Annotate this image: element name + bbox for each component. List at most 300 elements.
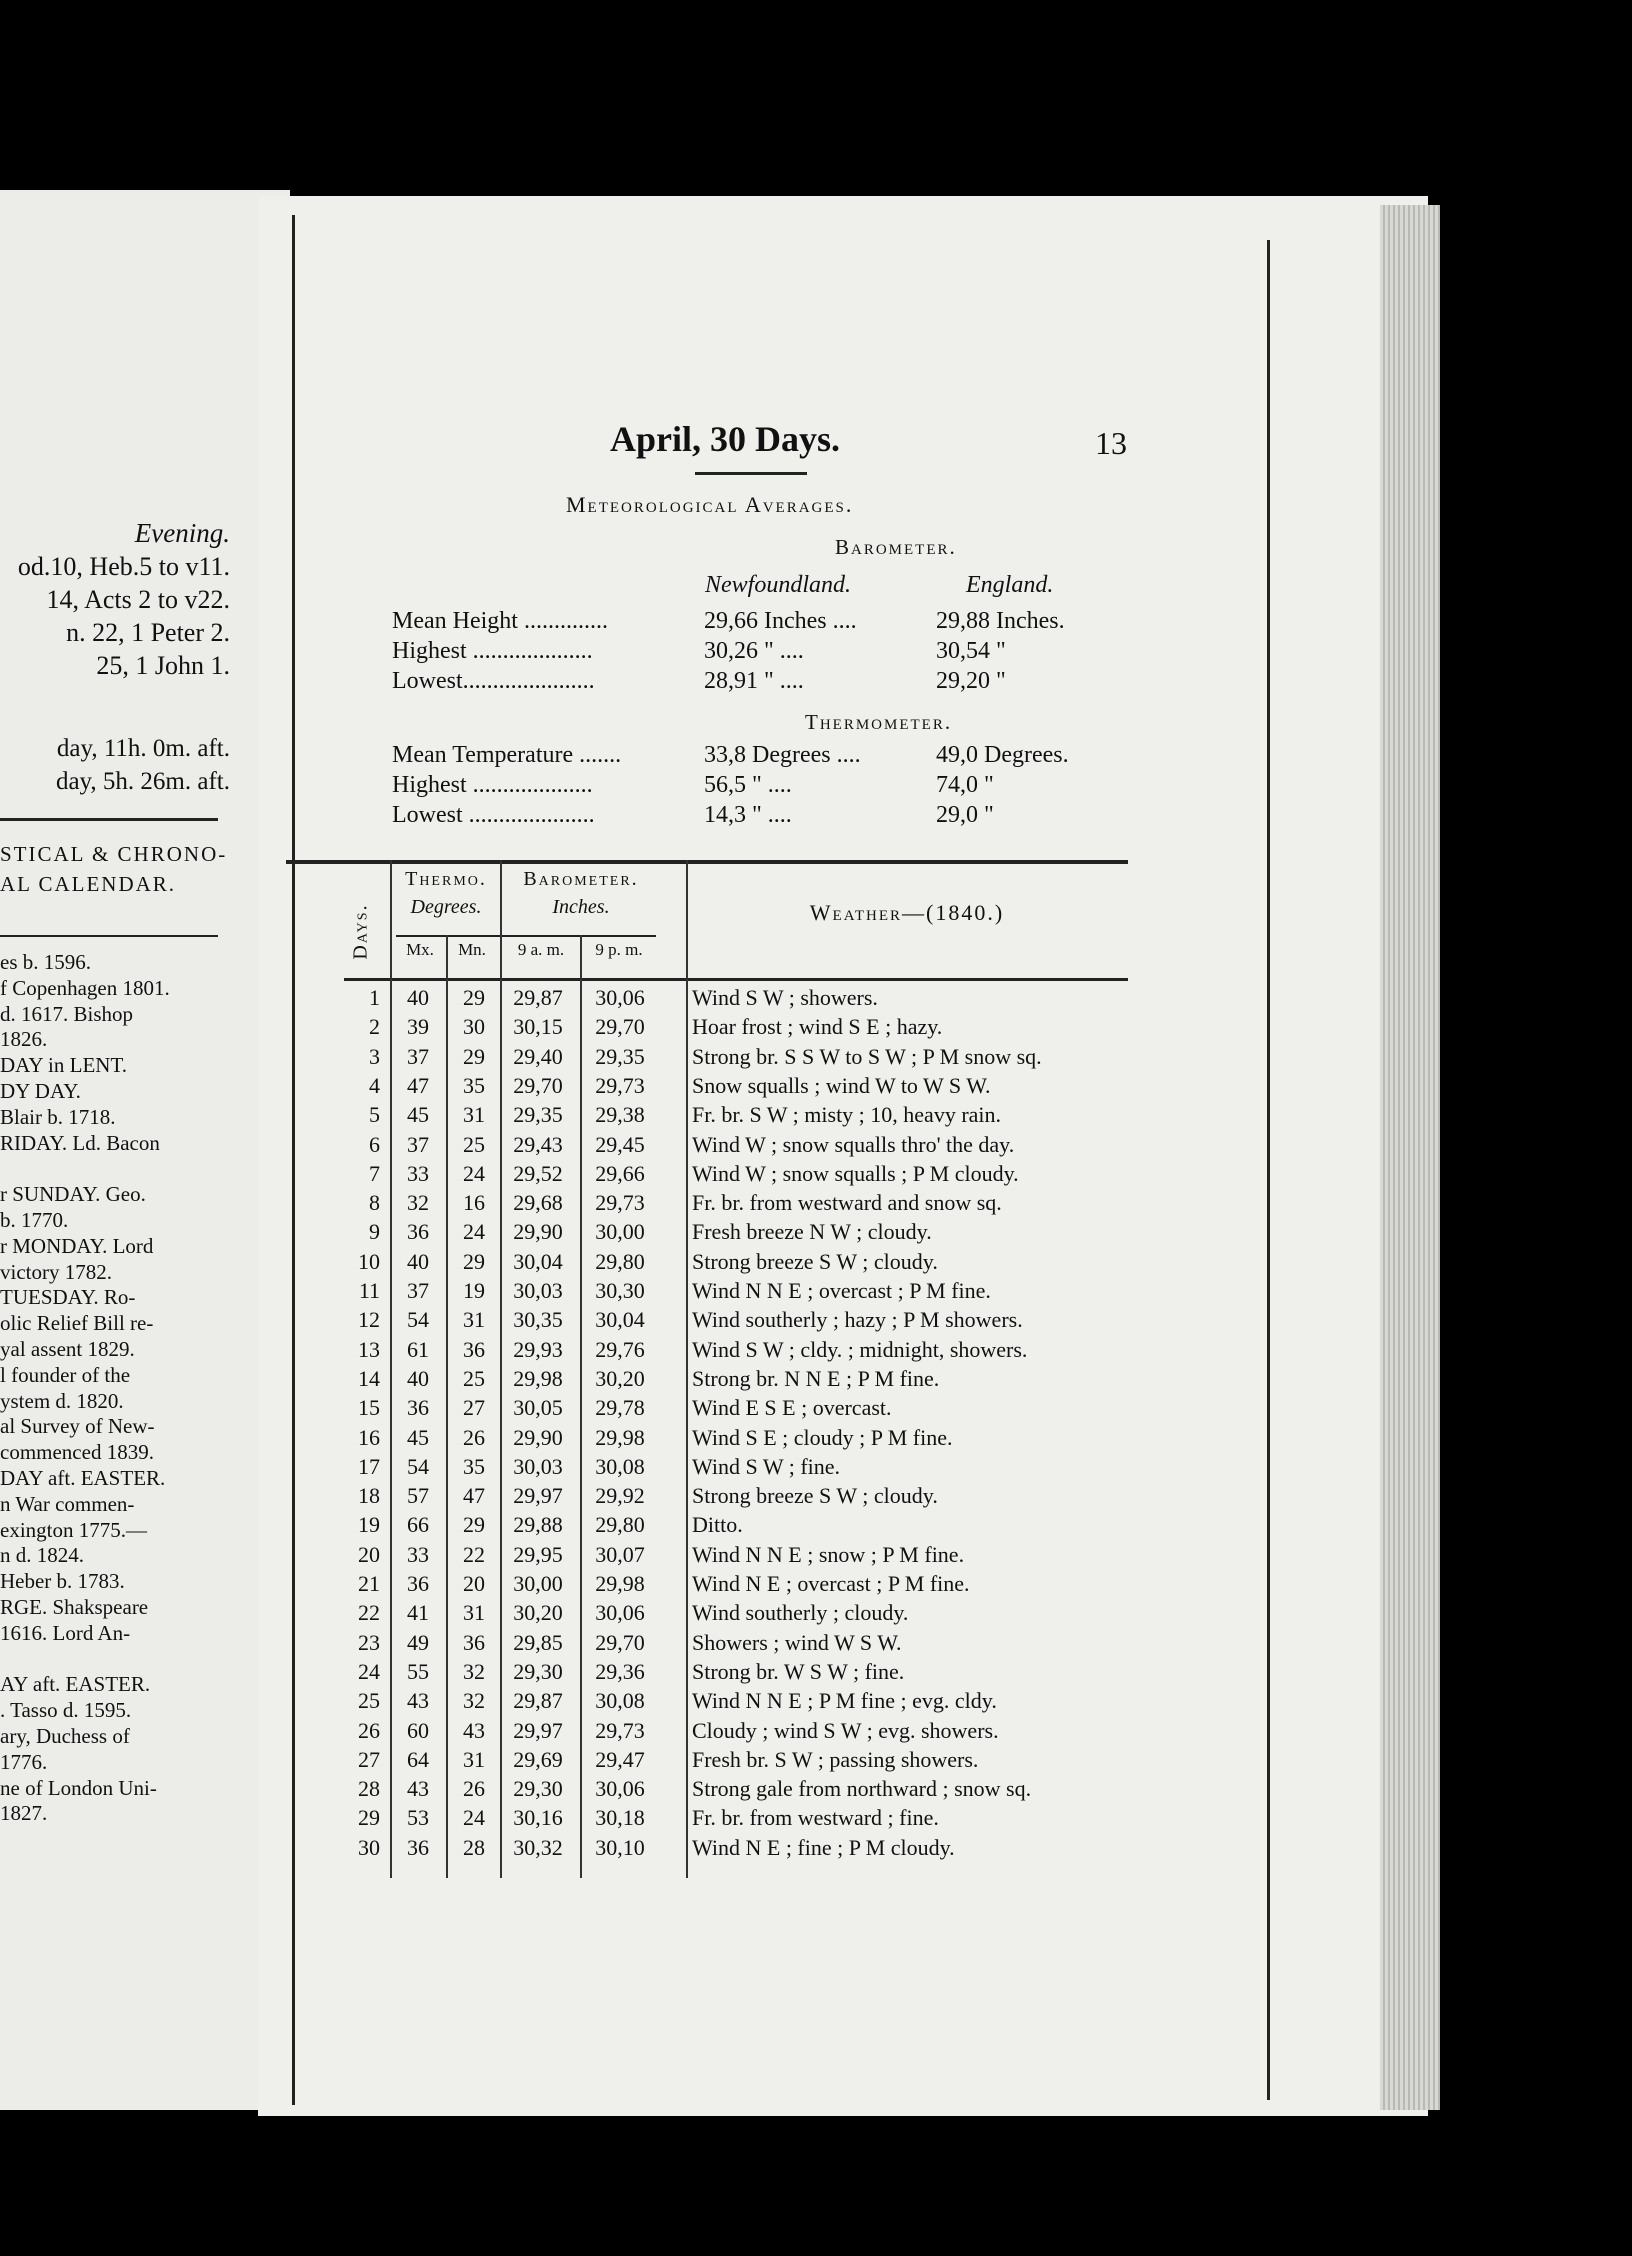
max-temp-cell: 33 — [407, 1541, 429, 1567]
table-row — [356, 1718, 1136, 1747]
england-column: England. — [966, 572, 1054, 598]
min-temp-cell: 24 — [463, 1219, 485, 1245]
barometer-pm-cell: 30,06 — [595, 1776, 645, 1802]
calendar-entry: commenced 1839. — [0, 1440, 154, 1465]
barometer-am-cell: 29,95 — [513, 1541, 563, 1567]
min-temp-cell: 32 — [463, 1658, 485, 1684]
min-temp-cell: 31 — [463, 1102, 485, 1128]
thermo-avgs-row — [392, 772, 994, 799]
min-temp-cell: 25 — [463, 1365, 485, 1391]
calendar-entry: AY aft. EASTER. — [0, 1672, 151, 1697]
weather-cell: Wind southerly ; cloudy. — [692, 1600, 909, 1626]
days-header: Days. — [349, 903, 372, 960]
day-cell: 11 — [358, 1278, 380, 1303]
max-temp-cell: 57 — [407, 1483, 429, 1509]
table-row — [356, 1747, 1136, 1776]
day-cell: 15 — [358, 1395, 380, 1421]
lesson-line: 14, Acts 2 to v22. — [46, 585, 230, 614]
barometer-am-cell: 29,98 — [513, 1365, 563, 1391]
barometer-am-cell: 29,97 — [513, 1717, 563, 1743]
weather-cell: Fresh br. S W ; passing showers. — [692, 1746, 979, 1772]
table-row — [356, 1600, 1136, 1629]
max-temp-cell: 64 — [407, 1746, 429, 1772]
day-cell: 16 — [358, 1424, 380, 1450]
barometer-am-cell: 30,20 — [513, 1600, 563, 1626]
barometer-am-cell: 29,30 — [513, 1658, 563, 1684]
barometer-pm-cell: 29,70 — [595, 1014, 645, 1040]
newfoundland-value: 33,8 Degrees .... — [704, 742, 861, 768]
calendar-entry: al Survey of New- — [0, 1414, 155, 1439]
weather-cell: Wind E S E ; overcast. — [692, 1395, 892, 1421]
max-temp-cell: 54 — [407, 1453, 429, 1479]
left-divider — [0, 818, 218, 821]
baro-avgs-row — [392, 668, 1006, 695]
barometer-subheader: Inches. — [552, 896, 610, 918]
table-row — [356, 1512, 1136, 1541]
barometer-pm-cell: 29,38 — [595, 1102, 645, 1128]
title-underline — [695, 472, 807, 475]
lesson-line: od.10, Heb.5 to v11. — [17, 552, 230, 581]
barometer-pm-cell: 29,80 — [595, 1248, 645, 1274]
max-temp-cell: 41 — [407, 1600, 429, 1626]
day-cell: 9 — [369, 1219, 380, 1245]
table-row — [356, 1073, 1136, 1102]
max-temp-cell: 43 — [407, 1776, 429, 1802]
day-cell: 18 — [358, 1483, 380, 1509]
min-temp-cell: 20 — [463, 1571, 485, 1596]
table-row — [356, 1307, 1136, 1336]
day-cell: 26 — [358, 1717, 380, 1743]
calendar-entry: DY DAY. — [0, 1079, 81, 1103]
barometer-pm-cell: 29,73 — [595, 1190, 645, 1216]
calendar-entry: exington 1775.— — [0, 1517, 147, 1542]
baro-avgs-row — [392, 638, 1006, 665]
table-row — [356, 1425, 1136, 1454]
barometer-pm-cell: 29,35 — [595, 1043, 645, 1069]
calendar-entry: 1776. — [0, 1749, 48, 1774]
table-row — [356, 1688, 1136, 1717]
barometer-pm-cell: 30,06 — [595, 1600, 645, 1626]
calendar-entry: n War commen- — [0, 1491, 135, 1516]
calendar-entry: DAY aft. EASTER. — [0, 1466, 166, 1490]
england-value: 49,0 Degrees. — [936, 742, 1069, 768]
mx-header: Mx. — [406, 940, 434, 959]
min-temp-cell: 32 — [463, 1688, 485, 1714]
barometer-am-cell: 29,70 — [513, 1072, 563, 1098]
calendar-heading-1: STICAL & CHRONO- — [0, 842, 228, 866]
max-temp-cell: 55 — [407, 1658, 429, 1684]
calendar-entry: Blair b. 1718. — [0, 1104, 116, 1129]
min-temp-cell: 35 — [463, 1072, 485, 1098]
weather-cell: Wind N E ; overcast ; P M fine. — [692, 1571, 970, 1596]
table-row — [356, 1249, 1136, 1278]
barometer-am-cell: 30,03 — [513, 1453, 563, 1479]
calendar-entry: f Copenhagen 1801. — [0, 975, 170, 1000]
weather-cell: Wind southerly ; hazy ; P M showers. — [692, 1307, 1023, 1333]
max-temp-cell: 45 — [407, 1102, 429, 1128]
baro-avgs-row — [392, 608, 1065, 635]
barometer-pm-cell: 29,73 — [595, 1717, 645, 1743]
barometer-am-cell: 30,05 — [513, 1395, 563, 1421]
weather-cell: Strong gale from northward ; snow sq. — [692, 1776, 1032, 1802]
newfoundland-value: 30,26 " .... — [704, 638, 804, 664]
weather-cell: Fr. br. from westward and snow sq. — [692, 1190, 1002, 1216]
table-row — [356, 1835, 1136, 1864]
weather-cell: Ditto. — [692, 1512, 743, 1538]
table-row — [356, 1102, 1136, 1131]
max-temp-cell: 37 — [407, 1131, 429, 1157]
barometer-am-cell: 29,35 — [513, 1102, 563, 1128]
barometer-pm-cell: 29,73 — [595, 1072, 645, 1098]
calendar-entry: olic Relief Bill re- — [0, 1311, 154, 1336]
table-row — [356, 1161, 1136, 1190]
min-temp-cell: 31 — [463, 1307, 485, 1333]
min-temp-cell: 43 — [463, 1717, 485, 1743]
min-temp-cell: 31 — [463, 1746, 485, 1772]
barometer-pm-cell: 29,36 — [595, 1658, 645, 1684]
calendar-entry: RGE. Shakspeare — [0, 1595, 149, 1619]
weather-cell: Strong br. W S W ; fine. — [692, 1658, 905, 1684]
calendar-entry: 1826. — [0, 1027, 48, 1052]
min-temp-cell: 36 — [463, 1336, 485, 1362]
barometer-pm-cell: 30,30 — [595, 1278, 645, 1303]
calendar-entry: n d. 1824. — [0, 1543, 84, 1568]
weather-header: Weather—(1840.) — [809, 900, 1005, 925]
table-row — [356, 1571, 1136, 1600]
day-cell: 28 — [358, 1776, 380, 1802]
max-temp-cell: 45 — [407, 1424, 429, 1450]
barometer-am-cell: 30,04 — [513, 1248, 563, 1274]
barometer-pm-cell: 30,07 — [595, 1541, 645, 1567]
average-label: Lowest...................... — [392, 668, 595, 694]
max-temp-cell: 49 — [407, 1629, 429, 1655]
min-temp-cell: 16 — [463, 1190, 485, 1216]
table-row — [356, 1776, 1136, 1805]
thermo-avgs-row — [392, 742, 1069, 769]
thermo-header: Thermo. — [405, 868, 487, 890]
header-bottom-rule — [344, 978, 1128, 981]
moon-phase-line: day, 11h. 0m. aft. — [56, 735, 230, 762]
weather-cell: Fresh breeze N W ; cloudy. — [692, 1219, 932, 1245]
min-temp-cell: 25 — [463, 1131, 485, 1157]
weather-cell: Showers ; wind W S W. — [692, 1629, 902, 1655]
barometer-heading: Barometer. — [835, 535, 957, 559]
max-temp-cell: 32 — [407, 1190, 429, 1216]
calendar-entry: Heber b. 1783. — [0, 1569, 125, 1594]
max-temp-cell: 47 — [407, 1072, 429, 1098]
table-row — [356, 1454, 1136, 1483]
mn-header: Mn. — [458, 940, 486, 959]
average-label: Lowest ..................... — [392, 802, 595, 828]
min-temp-cell: 29 — [463, 1512, 485, 1538]
barometer-pm-cell: 30,06 — [595, 985, 645, 1010]
newfoundland-value: 14,3 " .... — [704, 802, 792, 828]
barometer-am-cell: 29,30 — [513, 1776, 563, 1802]
calendar-entry: r SUNDAY. Geo. — [0, 1182, 146, 1207]
table-row — [356, 1278, 1136, 1307]
min-temp-cell: 26 — [463, 1424, 485, 1450]
barometer-pm-cell: 30,04 — [595, 1307, 645, 1333]
max-temp-cell: 40 — [407, 985, 429, 1010]
right-border-rule — [1267, 240, 1270, 2100]
min-temp-cell: 31 — [463, 1600, 485, 1626]
barometer-pm-cell: 30,08 — [595, 1453, 645, 1479]
day-cell: 6 — [369, 1131, 380, 1157]
min-temp-cell: 19 — [463, 1278, 485, 1303]
barometer-pm-cell: 29,76 — [595, 1336, 645, 1362]
barometer-am-cell: 30,03 — [513, 1278, 563, 1303]
day-cell: 7 — [369, 1160, 380, 1186]
table-row — [356, 1483, 1136, 1512]
england-value: 30,54 " — [936, 638, 1006, 664]
calendar-entry: . Tasso d. 1595. — [0, 1698, 132, 1723]
max-temp-cell: 33 — [407, 1160, 429, 1186]
barometer-am-cell: 29,52 — [513, 1160, 563, 1186]
min-temp-cell: 36 — [463, 1629, 485, 1655]
table-row — [356, 1542, 1136, 1571]
day-cell: 23 — [358, 1629, 380, 1655]
thermo-avgs-row — [392, 802, 994, 829]
day-cell: 17 — [358, 1453, 380, 1479]
weather-cell: Wind W ; snow squalls ; P M cloudy. — [692, 1160, 1019, 1186]
max-temp-cell: 40 — [407, 1248, 429, 1274]
day-cell: 24 — [358, 1658, 380, 1684]
table-row — [356, 1630, 1136, 1659]
england-value: 29,88 Inches. — [936, 608, 1065, 634]
calendar-entry: 1827. — [0, 1801, 48, 1826]
min-temp-cell: 29 — [463, 1248, 485, 1274]
day-cell: 27 — [358, 1746, 380, 1772]
min-temp-cell: 28 — [463, 1834, 485, 1860]
calendar-entry: yal assent 1829. — [0, 1337, 135, 1361]
day-cell: 12 — [358, 1307, 380, 1333]
weather-cell: Snow squalls ; wind W to W S W. — [692, 1072, 991, 1098]
average-label: Highest .................... — [392, 638, 593, 664]
min-temp-cell: 29 — [463, 985, 485, 1010]
page-edge — [1380, 205, 1440, 2110]
day-cell: 14 — [358, 1365, 380, 1391]
day-cell: 4 — [369, 1072, 380, 1098]
calendar-entry: r MONDAY. Lord — [0, 1233, 154, 1258]
average-label: Mean Height .............. — [392, 608, 608, 634]
max-temp-cell: 60 — [407, 1717, 429, 1743]
max-temp-cell: 37 — [407, 1043, 429, 1069]
calendar-entry: d. 1617. Bishop — [0, 1001, 134, 1026]
weather-cell: Cloudy ; wind S W ; evg. showers. — [692, 1717, 999, 1743]
calendar-entry: es b. 1596. — [0, 950, 91, 974]
newfoundland-column: Newfoundland. — [705, 572, 852, 598]
barometer-am-cell: 30,32 — [513, 1834, 563, 1860]
barometer-pm-cell: 30,20 — [595, 1365, 645, 1391]
weather-cell: Wind S W ; fine. — [692, 1453, 841, 1479]
barometer-am-cell: 30,35 — [513, 1307, 563, 1333]
max-temp-cell: 39 — [407, 1014, 429, 1040]
max-temp-cell: 36 — [407, 1395, 429, 1421]
min-temp-cell: 29 — [463, 1043, 485, 1069]
weather-cell: Wind N N E ; P M fine ; evg. cldy. — [692, 1688, 997, 1714]
weather-cell: Strong breeze S W ; cloudy. — [692, 1248, 938, 1274]
min-temp-cell: 24 — [463, 1805, 485, 1831]
barometer-am-cell: 30,00 — [513, 1571, 563, 1596]
calendar-entry: ne of London Uni- — [0, 1775, 157, 1800]
table-row — [356, 1337, 1136, 1366]
weather-cell: Hoar frost ; wind S E ; hazy. — [692, 1014, 943, 1040]
weather-cell: Wind N E ; fine ; P M cloudy. — [692, 1834, 955, 1860]
calendar-entry: TUESDAY. Ro- — [0, 1285, 136, 1310]
table-row — [356, 1366, 1136, 1395]
left-page — [0, 190, 290, 2110]
weather-cell: Strong breeze S W ; cloudy. — [692, 1483, 938, 1509]
barometer-am-cell: 29,40 — [513, 1043, 563, 1069]
day-cell: 29 — [358, 1805, 380, 1831]
weather-cell: Fr. br. S W ; misty ; 10, heavy rain. — [692, 1102, 1002, 1128]
table-row — [356, 1805, 1136, 1834]
barometer-pm-cell: 29,66 — [595, 1160, 645, 1186]
page-title: April, 30 Days. — [610, 419, 841, 459]
barometer-pm-cell: 29,78 — [595, 1395, 645, 1421]
table-row — [356, 1219, 1136, 1248]
table-row — [356, 1014, 1136, 1043]
max-temp-cell: 43 — [407, 1688, 429, 1714]
table-row — [356, 1659, 1136, 1688]
barometer-header: Barometer. — [523, 868, 639, 890]
barometer-am-cell: 29,85 — [513, 1629, 563, 1655]
day-cell: 8 — [369, 1190, 380, 1216]
am-header: 9 a. m. — [517, 940, 565, 959]
calendar-entry: victory 1782. — [0, 1259, 112, 1284]
day-cell: 21 — [358, 1571, 380, 1596]
barometer-pm-cell: 30,10 — [595, 1834, 645, 1860]
barometer-pm-cell: 30,08 — [595, 1688, 645, 1714]
barometer-pm-cell: 29,47 — [595, 1746, 645, 1772]
weather-cell: Wind S E ; cloudy ; P M fine. — [692, 1424, 953, 1450]
lesson-line: 25, 1 John 1. — [96, 651, 230, 680]
max-temp-cell: 36 — [407, 1219, 429, 1245]
thermo-subheader: Degrees. — [410, 896, 482, 918]
average-label: Mean Temperature ....... — [392, 742, 622, 768]
weather-cell: Strong br. S S W to S W ; P M snow sq. — [692, 1043, 1042, 1069]
weather-cell: Wind N N E ; snow ; P M fine. — [692, 1541, 965, 1567]
table-row — [356, 1044, 1136, 1073]
day-cell: 10 — [358, 1248, 380, 1274]
calendar-entry: 1616. Lord An- — [0, 1620, 131, 1645]
moon-phase-line: day, 5h. 26m. aft. — [55, 768, 230, 795]
page-number: 13 — [1095, 425, 1127, 461]
day-cell: 20 — [358, 1541, 380, 1567]
calendar-entry: b. 1770. — [0, 1208, 69, 1232]
barometer-pm-cell: 29,70 — [595, 1629, 645, 1655]
barometer-pm-cell: 29,80 — [595, 1512, 645, 1538]
min-temp-cell: 24 — [463, 1160, 485, 1186]
table-row — [356, 1395, 1136, 1424]
barometer-pm-cell: 29,98 — [595, 1424, 645, 1450]
table-row — [356, 1190, 1136, 1219]
barometer-am-cell: 29,87 — [513, 985, 563, 1010]
weather-cell: Wind W ; snow squalls thro' the day. — [692, 1131, 1015, 1157]
barometer-am-cell: 29,69 — [513, 1746, 563, 1772]
barometer-pm-cell: 29,98 — [595, 1571, 645, 1596]
weather-cell: Strong br. N N E ; P M fine. — [692, 1365, 940, 1391]
day-cell: 2 — [369, 1014, 380, 1040]
max-temp-cell: 66 — [407, 1512, 429, 1538]
england-value: 29,20 " — [936, 668, 1006, 694]
max-temp-cell: 54 — [407, 1307, 429, 1333]
barometer-am-cell: 29,90 — [513, 1424, 563, 1450]
weather-cell: Wind S W ; showers. — [692, 985, 878, 1010]
barometer-pm-cell: 29,45 — [595, 1131, 645, 1157]
newfoundland-value: 56,5 " .... — [704, 772, 792, 798]
calendar-entry: ary, Duchess of — [0, 1724, 130, 1748]
min-temp-cell: 27 — [463, 1395, 485, 1421]
left-border-rule — [292, 215, 295, 2105]
left-divider-2 — [0, 935, 218, 937]
barometer-am-cell: 29,90 — [513, 1219, 563, 1245]
min-temp-cell: 22 — [463, 1541, 485, 1567]
day-cell: 25 — [358, 1688, 380, 1714]
barometer-am-cell: 29,43 — [513, 1131, 563, 1157]
newfoundland-value: 29,66 Inches .... — [704, 608, 857, 634]
day-cell: 30 — [358, 1834, 380, 1860]
england-value: 29,0 " — [936, 802, 994, 828]
barometer-am-cell: 30,15 — [513, 1014, 563, 1040]
thermometer-heading: Thermometer. — [805, 710, 953, 734]
day-cell: 5 — [369, 1102, 380, 1128]
barometer-pm-cell: 30,18 — [595, 1805, 645, 1831]
average-label: Highest .................... — [392, 772, 593, 798]
england-value: 74,0 " — [936, 772, 994, 798]
lessons-heading: Evening. — [134, 518, 230, 548]
weather-cell: Fr. br. from westward ; fine. — [692, 1805, 939, 1831]
lesson-line: n. 22, 1 Peter 2. — [66, 618, 230, 647]
max-temp-cell: 36 — [407, 1834, 429, 1860]
max-temp-cell: 61 — [407, 1336, 429, 1362]
min-temp-cell: 26 — [463, 1776, 485, 1802]
barometer-am-cell: 29,87 — [513, 1688, 563, 1714]
day-cell: 13 — [358, 1336, 380, 1362]
table-row — [356, 985, 1136, 1014]
subheader-rule — [396, 935, 656, 937]
day-cell: 19 — [358, 1512, 380, 1538]
barometer-am-cell: 29,97 — [513, 1483, 563, 1509]
meteorological-heading: Meteorological Averages. — [566, 492, 854, 517]
barometer-am-cell: 29,88 — [513, 1512, 563, 1538]
min-temp-cell: 35 — [463, 1453, 485, 1479]
barometer-pm-cell: 29,92 — [595, 1483, 645, 1509]
barometer-am-cell: 29,68 — [513, 1190, 563, 1216]
day-cell: 22 — [358, 1600, 380, 1626]
pm-header: 9 p. m. — [595, 940, 643, 959]
newfoundland-value: 28,91 " .... — [704, 668, 804, 694]
max-temp-cell: 53 — [407, 1805, 429, 1831]
calendar-heading-2: AL CALENDAR. — [0, 872, 177, 896]
barometer-pm-cell: 30,00 — [595, 1219, 645, 1245]
day-cell: 1 — [369, 985, 380, 1010]
calendar-entry: RIDAY. Ld. Bacon — [0, 1130, 160, 1155]
barometer-am-cell: 30,16 — [513, 1805, 563, 1831]
weather-cell: Wind S W ; cldy. ; midnight, showers. — [692, 1336, 1028, 1362]
max-temp-cell: 37 — [407, 1278, 429, 1303]
max-temp-cell: 40 — [407, 1365, 429, 1391]
max-temp-cell: 36 — [407, 1571, 429, 1596]
calendar-entry: l founder of the — [0, 1362, 131, 1387]
table-row — [356, 1132, 1136, 1161]
calendar-entry: ystem d. 1820. — [0, 1388, 124, 1413]
weather-cell: Wind N N E ; overcast ; P M fine. — [692, 1278, 991, 1303]
table-top-rule — [286, 860, 1128, 864]
min-temp-cell: 47 — [463, 1483, 485, 1509]
barometer-am-cell: 29,93 — [513, 1336, 563, 1362]
day-cell: 3 — [369, 1043, 380, 1069]
